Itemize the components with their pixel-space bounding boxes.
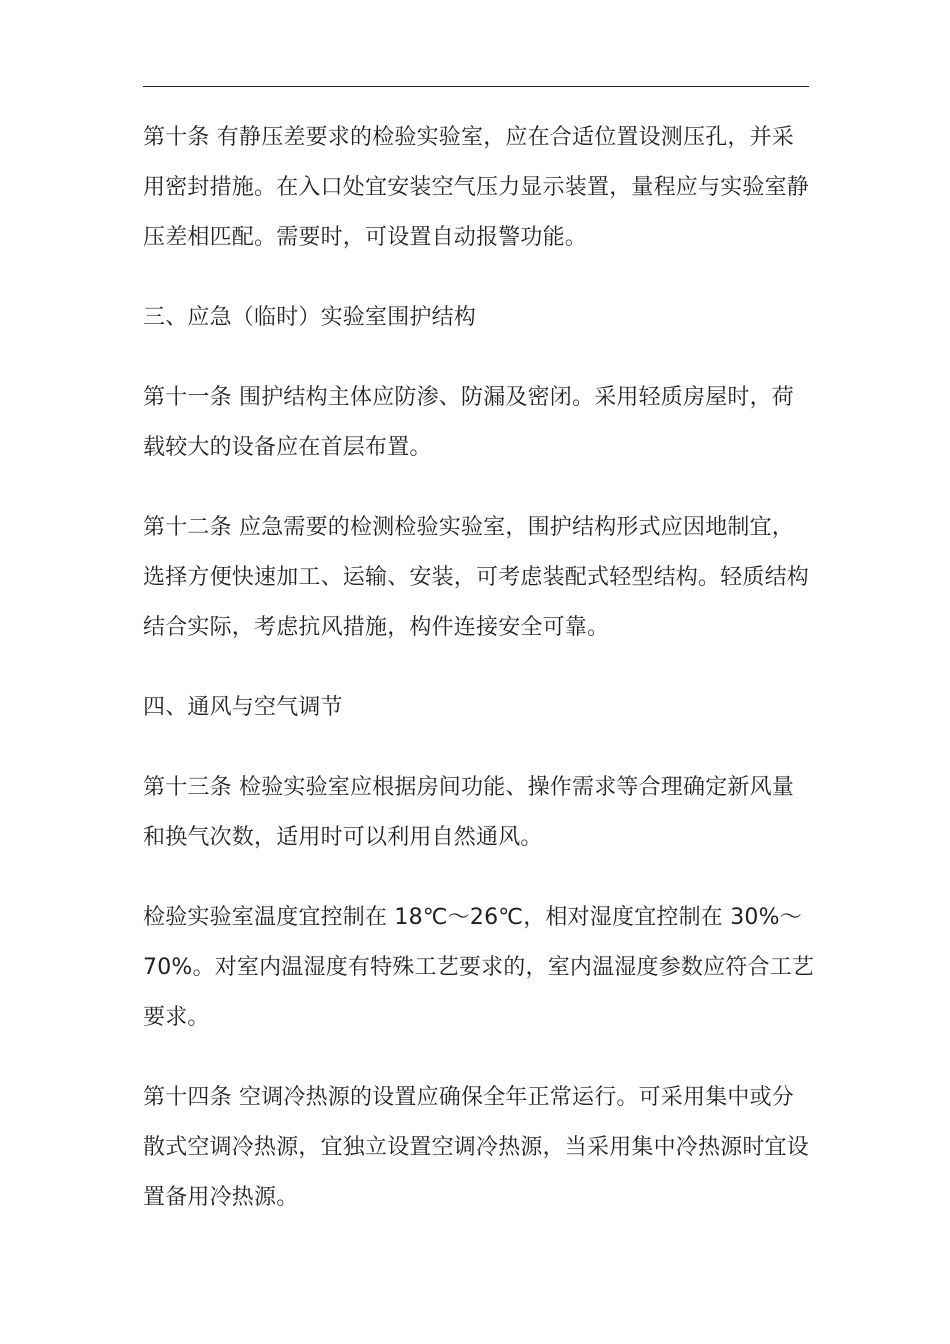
text-line: 第十条 有静压差要求的检验实验室，应在合适位置设测压孔，并采 (143, 125, 794, 150)
text-line: 载较大的设备应在首层布置。 (143, 435, 432, 460)
text-line: 70%。对室内温湿度有特殊工艺要求的，室内温湿度参数应符合工艺 (143, 955, 815, 980)
paragraph-gap (143, 863, 815, 893)
paragraph-gap (143, 263, 815, 293)
paragraph-gap (143, 1043, 815, 1073)
header-rule (143, 86, 809, 87)
article-14 (143, 1073, 815, 1223)
paragraph-gap (143, 653, 815, 683)
text-line: 选择方便快速加工、运输、安装，可考虑装配式轻型结构。轻质结构 (143, 565, 810, 590)
text-line: 第十四条 空调冷热源的设置应确保全年正常运行。可采用集中或分 (143, 1085, 794, 1110)
document-body (143, 113, 815, 1223)
article-12 (143, 503, 815, 653)
article-10 (143, 113, 815, 263)
text-line: 要求。 (143, 1005, 210, 1030)
text-line: 第十二条 应急需要的检测检验实验室，围护结构形式应因地制宜， (143, 515, 794, 540)
article-13 (143, 763, 815, 863)
article-11 (143, 373, 815, 473)
text-line: 第十一条 围护结构主体应防渗、防漏及密闭。采用轻质房屋时，荷 (143, 385, 794, 410)
text-line: 结合实际，考虑抗风措施，构件连接安全可靠。 (143, 615, 610, 640)
section-heading-3 (143, 293, 815, 343)
temperature-humidity-paragraph (143, 893, 815, 1043)
text-line: 和换气次数，适用时可以利用自然通风。 (143, 825, 543, 850)
paragraph-gap (143, 343, 815, 373)
section-heading-4 (143, 683, 815, 733)
text-line: 第十三条 检验实验室应根据房间功能、操作需求等合理确定新风量 (143, 775, 794, 800)
text-line: 三、应急（临时）实验室围护结构 (143, 305, 477, 330)
text-line: 用密封措施。在入口处宜安装空气压力显示装置，量程应与实验室静 (143, 175, 810, 200)
text-line: 检验实验室温度宜控制在 18℃～26℃，相对湿度宜控制在 30%～ (143, 905, 802, 930)
text-line: 压差相匹配。需要时，可设置自动报警功能。 (143, 225, 588, 250)
paragraph-gap (143, 733, 815, 763)
text-line: 置备用冷热源。 (143, 1185, 299, 1210)
text-line: 散式空调冷热源，宜独立设置空调冷热源，当采用集中冷热源时宜设 (143, 1135, 810, 1160)
paragraph-gap (143, 473, 815, 503)
text-line: 四、通风与空气调节 (143, 695, 343, 720)
